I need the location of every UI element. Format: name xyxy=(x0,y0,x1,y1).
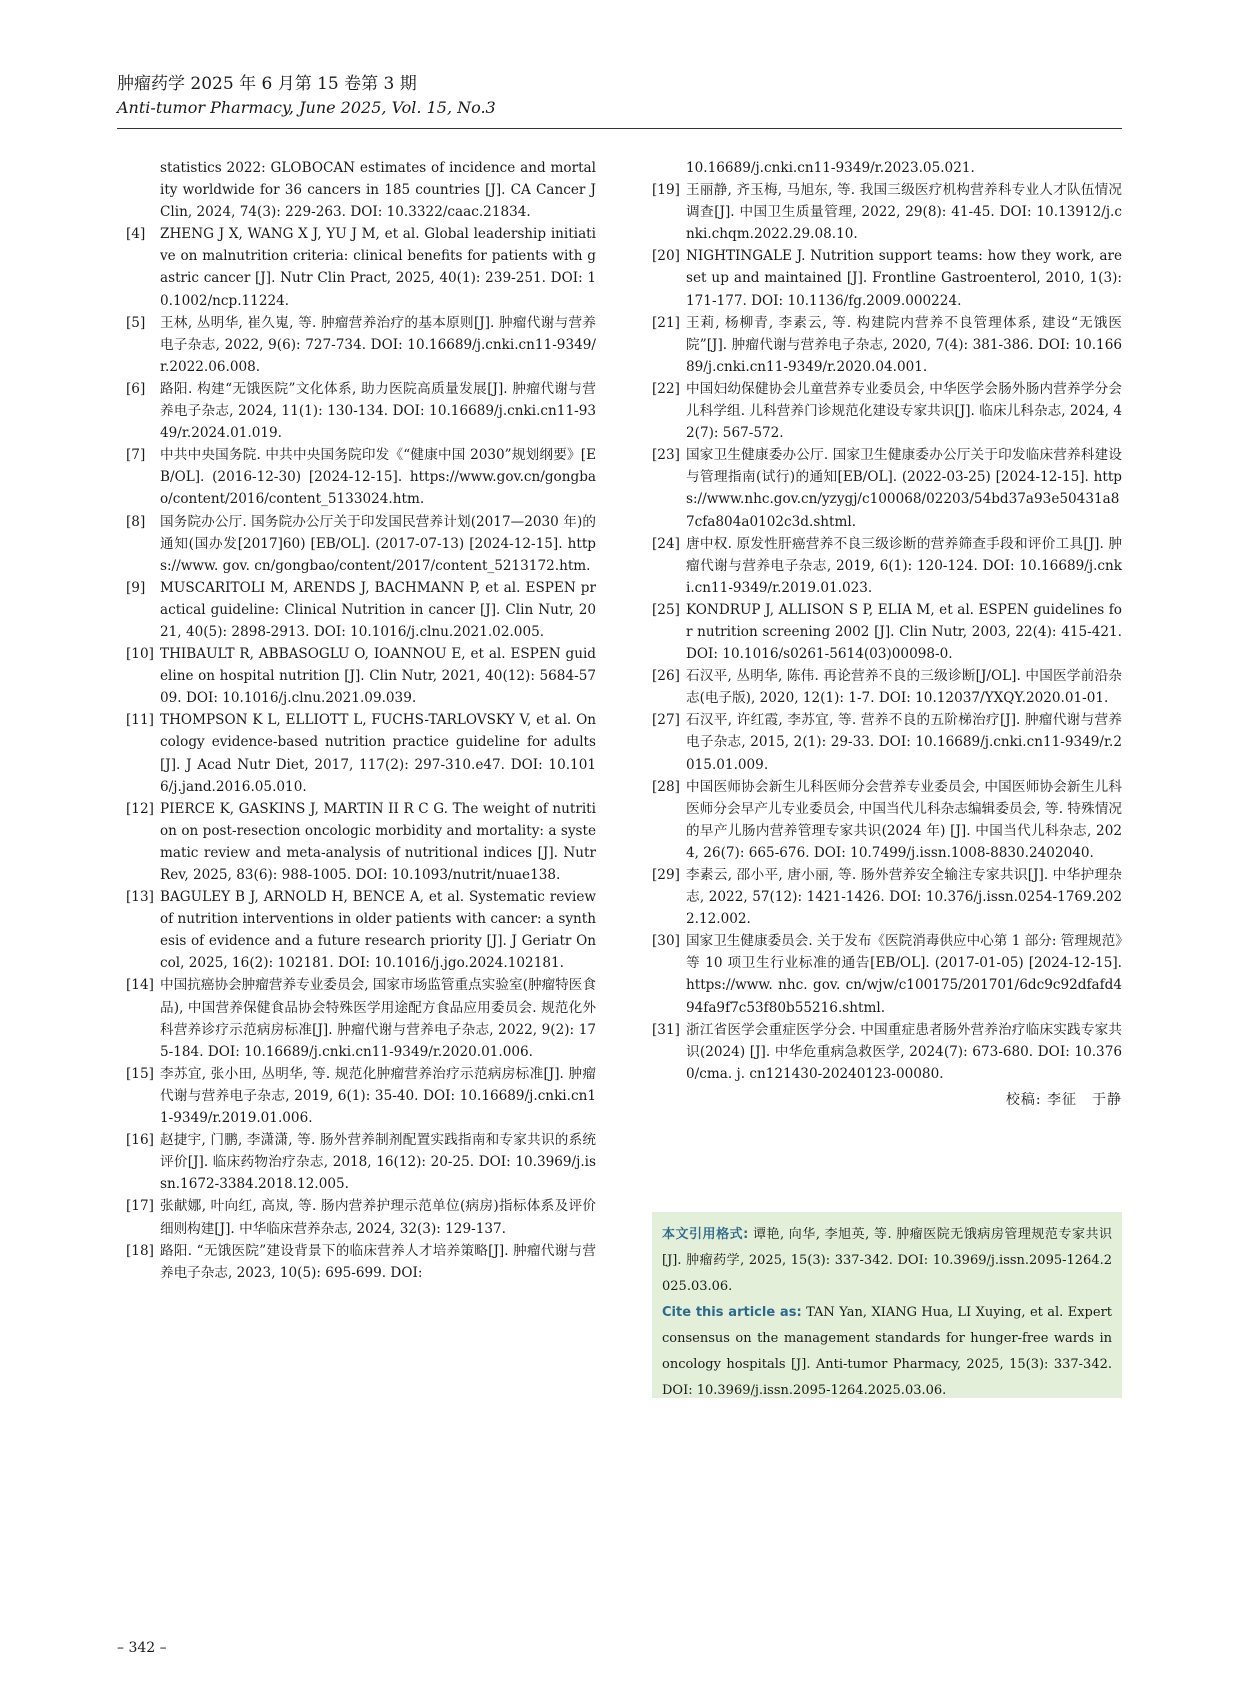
reference-text: BAGULEY B J, ARNOLD H, BENCE A, et al. Systematic review of nutrition interventions in older patients with cancer: a synthesis of evidence and a future research priority [J]. J Geriatr Oncol, 2025, 16(2): 102181. DOI: 10.1016/j.jgo.2024.102181. xyxy=(160,889,596,972)
reference-number: [8] xyxy=(126,513,146,530)
reference-text: 路阳. 构建“无饿医院”文化体系, 助力医院高质量发展[J]. 肿瘤代谢与营养电子杂志, 2024, 11(1): 130-134. DOI: 10.16689/j.cnki.cn11-9349/r.2024.01.019. xyxy=(160,380,596,442)
reference-number: [24] xyxy=(652,535,680,552)
reference-entry xyxy=(126,643,596,709)
reference-number: [4] xyxy=(126,226,146,243)
reference-entry xyxy=(652,599,1122,665)
reference-entry xyxy=(652,179,1122,245)
reference-text: ZHENG J X, WANG X J, YU J M, et al. Global leadership initiative on malnutrition criteria: clinical benefits for patients with gastric cancer [J]. Nutr Clin Pract, 2025, 40(1): 239-251. DOI: 10.1002/ncp.11224. xyxy=(160,226,596,309)
reference-entry xyxy=(652,665,1122,709)
reference-entry xyxy=(126,709,596,797)
reference-entry xyxy=(126,1240,596,1284)
reference-text: 王林, 丛明华, 崔久嵬, 等. 肿瘤营养治疗的基本原则[J]. 肿瘤代谢与营养电子杂志, 2022, 9(6): 727-734. DOI: 10.16689/j.cnki.cn11-9349/r.2022.06.008. xyxy=(160,314,596,375)
reference-number: [29] xyxy=(652,867,680,883)
reference-text: MUSCARITOLI M, ARENDS J, BACHMANN P, et al. ESPEN practical guideline: Clinical Nutrition in cancer [J]. Clin Nutr, 2021, 40(5): 2898-2913. DOI: 10.1016/j.clnu.2021.02.005. xyxy=(160,579,596,640)
reference-text: 赵捷宇, 门鹏, 李潇潇, 等. 肠外营养制剂配置实践指南和专家共识的系统评价[J]. 临床药物治疗杂志, 2018, 16(12): 20-25. DOI: 10.3969/j.issn.1672-3384.2018.12.005. xyxy=(160,1132,596,1193)
reference-text: 王莉, 杨柳青, 李素云, 等. 构建院内营养不良管理体系, 建设“无饿医院”[J]. 肿瘤代谢与营养电子杂志, 2020, 7(4): 381-386. DOI: 10.16689/j.cnki.cn11-9349/r.2020.04.001. xyxy=(686,314,1122,375)
reference-number: [20] xyxy=(652,248,680,265)
reference-entry xyxy=(652,312,1122,378)
reference-number: [12] xyxy=(126,800,154,817)
reference-text: PIERCE K, GASKINS J, MARTIN II R C G. The weight of nutrition on post-resection oncologic morbidity and mortality: a systematic review and meta-analysis of nutritional indices [J]. Nutr Rev, 2025, 83(6): 988-1005. DOI: 10.1093/nutrit/nuae138. xyxy=(160,800,596,883)
reference-number: [13] xyxy=(126,889,154,906)
reference-entry xyxy=(126,223,596,311)
reference-text: 国务院办公厅. 国务院办公厅关于印发国民营养计划(2017—2030 年)的通知(国办发[2017]60) [EB/OL]. (2017-07-13) [2024-12-15]. https://www. gov. cn/gongbao/content/2017/content_5213172.htm. xyxy=(160,513,596,574)
reference-entry xyxy=(126,511,596,577)
reference-number: [17] xyxy=(126,1198,154,1215)
reference-number: [21] xyxy=(652,314,680,331)
proofreader-signoff: 校稿: 李征 于静 xyxy=(1005,1091,1122,1108)
reference-entry xyxy=(126,798,596,886)
reference-number: [27] xyxy=(652,712,680,729)
reference-number: [6] xyxy=(126,380,146,397)
reference-text: 李苏宜, 张小田, 丛明华, 等. 规范化肿瘤营养治疗示范病房标准[J]. 肿瘤代谢与营养电子杂志, 2019, 6(1): 35-40. DOI: 10.16689/j.cnki.cn11-9349/r.2019.01.006. xyxy=(160,1065,596,1127)
page-number: – 342 – xyxy=(117,1640,167,1656)
reference-text: 10.16689/j.cnki.cn11-9349/r.2023.05.021. xyxy=(686,160,975,176)
reference-text: 张献娜, 叶向红, 高岚, 等. 肠内营养护理示范单位(病房)指标体系及评价细则构建[J]. 中华临床营养杂志, 2024, 32(3): 129-137. xyxy=(160,1198,596,1237)
journal-title-cn: 肿瘤药学 2025 年 6 月第 15 卷第 3 期 xyxy=(117,74,417,94)
reference-entry xyxy=(652,1019,1122,1085)
reference-entry xyxy=(652,245,1122,311)
reference-number: [16] xyxy=(126,1132,154,1149)
reference-text: 中共中央国务院. 中共中央国务院印发《“健康中国 2030”规划纲要》[EB/OL]. (2016-12-30) [2024-12-15]. https://www.gov.cn/gongbao/content/2016/content_5133024.htm. xyxy=(160,447,596,508)
reference-text: NIGHTINGALE J. Nutrition support teams: how they work, are set up and maintained [J]. Frontline Gastroenterol, 2010, 1(3): 171-177. DOI: 10.1136/fg.2009.000224. xyxy=(686,248,1122,309)
reference-entry xyxy=(652,378,1122,444)
citation-cn xyxy=(662,1222,1112,1300)
reference-entry xyxy=(126,577,596,643)
reference-entry xyxy=(126,974,596,1062)
journal-title-en: Anti-tumor Pharmacy, June 2025, Vol. 15, No.3 xyxy=(117,98,496,117)
citation-cn-text: 谭艳, 向华, 李旭英, 等. 肿瘤医院无饿病房管理规范专家共识[J]. 肿瘤药学, 2025, 15(3): 337-342. DOI: 10.3969/j.issn.2095-1264.2025.03.06. xyxy=(662,1227,1112,1294)
running-header xyxy=(117,72,1122,120)
reference-text: 李素云, 邵小平, 唐小丽, 等. 肠外营养安全输注专家共识[J]. 中华护理杂志, 2022, 57(12): 1421-1426. DOI: 10.376/j.issn.0254-1769.2022.12.002. xyxy=(686,867,1122,928)
reference-entry xyxy=(126,157,596,223)
reference-number: [28] xyxy=(652,778,680,795)
references-right-column xyxy=(652,157,1122,1111)
reference-entry xyxy=(652,930,1122,1018)
reference-entry xyxy=(652,709,1122,775)
reference-number: [19] xyxy=(652,182,680,199)
references-left-column xyxy=(126,157,596,1284)
citation-en xyxy=(662,1300,1112,1404)
reference-text: 王丽静, 齐玉梅, 马旭东, 等. 我国三级医疗机构营养科专业人才队伍情况调查[J]. 中国卫生质量管理, 2022, 29(8): 41-45. DOI: 10.13912/j.cnki.chqm.2022.29.08.10. xyxy=(686,182,1122,243)
reference-number: [18] xyxy=(126,1242,154,1259)
reference-number: [30] xyxy=(652,933,680,950)
reference-entry xyxy=(126,1063,596,1129)
reference-text: 唐中权. 原发性肝癌营养不良三级诊断的营养筛查手段和评价工具[J]. 肿瘤代谢与营养电子杂志, 2019, 6(1): 120-124. DOI: 10.16689/j.cnki.cn11-9349/r.2019.01.023. xyxy=(686,535,1122,596)
reference-number: [5] xyxy=(126,314,146,331)
reference-number: [9] xyxy=(126,579,146,596)
reference-entry xyxy=(652,157,1122,179)
reference-text: KONDRUP J, ALLISON S P, ELIA M, et al. ESPEN guidelines for nutrition screening 2002 [J]. Clin Nutr, 2003, 22(4): 415-421. DOI: 10.1016/s0261-5614(03)00098-0. xyxy=(686,601,1122,663)
reference-number: [31] xyxy=(652,1021,680,1038)
header-divider xyxy=(117,128,1122,129)
reference-number: [11] xyxy=(126,712,154,729)
reference-text: 石汉平, 丛明华, 陈伟. 再论营养不良的三级诊断[J/OL]. 中国医学前沿杂志(电子版), 2020, 12(1): 1-7. DOI: 10.12037/YXQY.2020.01-01. xyxy=(686,668,1122,707)
reference-entry xyxy=(126,1195,596,1239)
reference-text: 中国妇幼保健协会儿童营养专业委员会, 中华医学会肠外肠内营养学分会儿科学组. 儿科营养门诊规范化建设专家共识[J]. 临床儿科杂志, 2024, 42(7): 567-572. xyxy=(686,380,1122,442)
reference-number: [14] xyxy=(126,977,154,994)
reference-text: 中国医师协会新生儿科医师分会营养专业委员会, 中国医师协会新生儿科医师分会早产儿专业委员会, 中国当代儿科杂志编辑委员会, 等. 特殊情况的早产儿肠内营养管理专家共识(2024 年) [J]. 中国当代儿科杂志, 2024, 26(7): 665-676. DOI: 10.7499/j.issn.1008-8830.2402040. xyxy=(686,778,1122,861)
reference-number: [10] xyxy=(126,646,154,663)
reference-text: 国家卫生健康委办公厅. 国家卫生健康委办公厅关于印发临床营养科建设与管理指南(试行)的通知[EB/OL]. (2022-03-25) [2024-12-15]. https://www.nhc.gov.cn/yzygj/c100068/02203/54bd37a93e50431a87cfa804a0102c3d.shtml. xyxy=(686,447,1122,530)
reference-text: 中国抗癌协会肿瘤营养专业委员会, 国家市场监管重点实验室(肿瘤特医食品), 中国营养保健食品协会特殊医学用途配方食品应用委员会. 规范化外科营养诊疗示范病房标准[J]. 肿瘤代谢与营养电子杂志, 2022, 9(2): 175-184. DOI: 10.16689/j.cnki.cn11-9349/r.2020.01.006. xyxy=(160,977,596,1060)
reference-entry xyxy=(652,533,1122,599)
reference-entry xyxy=(652,776,1122,864)
reference-text: statistics 2022: GLOBOCAN estimates of incidence and mortality worldwide for 36 cancers in 185 countries [J]. CA Cancer J Clin, 2024, 74(3): 229-263. DOI: 10.3322/caac.21834. xyxy=(160,160,596,221)
reference-entry xyxy=(126,378,596,444)
reference-text: 路阳. “无饿医院”建设背景下的临床营养人才培养策略[J]. 肿瘤代谢与营养电子杂志, 2023, 10(5): 695-699. DOI: xyxy=(160,1242,596,1281)
reference-number: [7] xyxy=(126,447,146,464)
reference-entry xyxy=(652,444,1122,532)
citation-box xyxy=(652,1212,1122,1398)
reference-text: THIBAULT R, ABBASOGLU O, IOANNOU E, et al. ESPEN guideline on hospital nutrition [J]. Clin Nutr, 2021, 40(12): 5684-5709. DOI: 10.1016/j.clnu.2021.09.039. xyxy=(160,646,596,707)
reference-number: [22] xyxy=(652,380,680,397)
reference-text: 石汉平, 许红霞, 李苏宜, 等. 营养不良的五阶梯治疗[J]. 肿瘤代谢与营养电子杂志, 2015, 2(1): 29-33. DOI: 10.16689/j.cnki.cn11-9349/r.2015.01.009. xyxy=(686,712,1122,773)
reference-number: [26] xyxy=(652,668,680,685)
reference-number: [25] xyxy=(652,601,680,618)
citation-en-text: TAN Yan, XIANG Hua, LI Xuying, et al. Expert consensus on the management standards for hunger-free wards in oncology hospitals [J]. Anti-tumor Pharmacy, 2025, 15(3): 337-342. DOI: 10.3969/j.issn.2095-1264.2025.03.06. xyxy=(662,1305,1113,1398)
reference-text: THOMPSON K L, ELLIOTT L, FUCHS-TARLOVSKY V, et al. Oncology evidence-based nutrition practice guideline for adults [J]. J Acad Nutr Diet, 2017, 117(2): 297-310.e47. DOI: 10.1016/j.jand.2016.05.010. xyxy=(160,712,596,795)
reference-entry xyxy=(126,444,596,510)
reference-text: 国家卫生健康委员会. 关于发布《医院消毒供应中心第 1 部分: 管理规范》等 10 项卫生行业标准的通告[EB/OL]. (2017-01-05) [2024-12-15]. https://www. nhc. gov. cn/wjw/c100175/201701/6dc9c92dfafd494fa9f7c53f80b55216.shtml. xyxy=(686,933,1122,1016)
citation-en-label: Cite this article as: xyxy=(662,1305,802,1320)
reference-entry xyxy=(126,312,596,378)
citation-cn-label: 本文引用格式: xyxy=(662,1227,749,1242)
reference-entry xyxy=(126,886,596,974)
reference-number: [23] xyxy=(652,447,680,464)
reference-text: 浙江省医学会重症医学分会. 中国重症患者肠外营养治疗临床实践专家共识(2024) [J]. 中华危重病急救医学, 2024(7): 673-680. DOI: 10.3760/cma. j. cn121430-20240123-00080. xyxy=(686,1021,1122,1082)
reference-number: [15] xyxy=(126,1065,154,1082)
reference-entry xyxy=(652,864,1122,930)
reference-entry xyxy=(126,1129,596,1195)
